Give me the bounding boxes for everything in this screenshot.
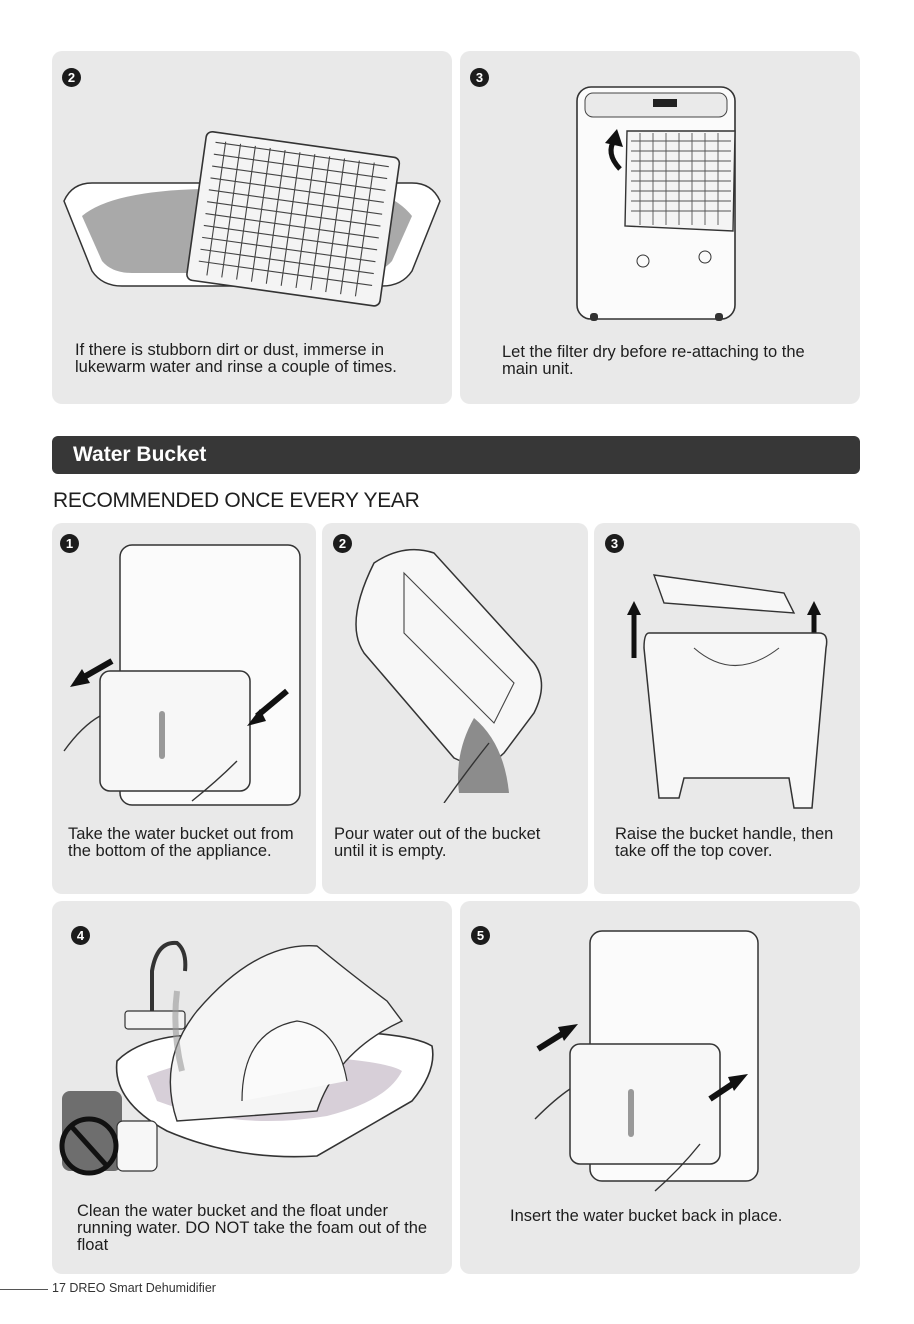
reattach-filter-illustration — [565, 81, 765, 331]
bucket-step-1-card — [52, 523, 316, 894]
filter-rinse-illustration — [52, 121, 452, 361]
step-number: 3 — [605, 534, 624, 553]
bucket-step-5-card — [460, 901, 860, 1274]
bucket-step-2-card — [322, 523, 588, 894]
step-caption: Take the water bucket out from the bottom of the appliance. — [68, 825, 294, 860]
step-number: 4 — [71, 926, 90, 945]
step-number: 2 — [333, 534, 352, 553]
footer-rule — [0, 1289, 48, 1290]
step-caption: Pour water out of the bucket until it is empty. — [334, 825, 541, 860]
step-number: 5 — [471, 926, 490, 945]
maintenance-frequency: RECOMMENDED ONCE EVERY YEAR — [53, 489, 420, 512]
pour-water-illustration — [334, 543, 574, 803]
insert-bucket-illustration — [530, 929, 790, 1199]
bucket-step-4-card — [52, 901, 452, 1274]
step-caption: Clean the water bucket and the float under running water. DO NOT take the foam out of the float — [77, 1202, 428, 1254]
step-number: 2 — [62, 68, 81, 87]
bucket-step-3-card — [594, 523, 860, 894]
section-title: Water Bucket — [73, 443, 207, 466]
section-header-water-bucket — [52, 436, 860, 474]
step-caption: Raise the bucket handle, then take off the top cover. — [615, 825, 834, 860]
page-footer: 17 DREO Smart Dehumidifier — [52, 1281, 216, 1295]
step-number: 3 — [470, 68, 489, 87]
filter-step-2-card — [52, 51, 452, 404]
rinse-bucket-illustration — [57, 931, 447, 1231]
remove-top-cover-illustration — [614, 553, 854, 823]
step-caption: Insert the water bucket back in place. — [510, 1207, 783, 1225]
step-caption: Let the filter dry before re-attaching to the main unit. — [502, 343, 805, 378]
step-caption: If there is stubborn dirt or dust, immerse in lukewarm water and rinse a couple of times. — [75, 341, 397, 376]
filter-step-3-card — [460, 51, 860, 404]
step-number: 1 — [60, 534, 79, 553]
remove-bucket-illustration — [62, 541, 302, 811]
